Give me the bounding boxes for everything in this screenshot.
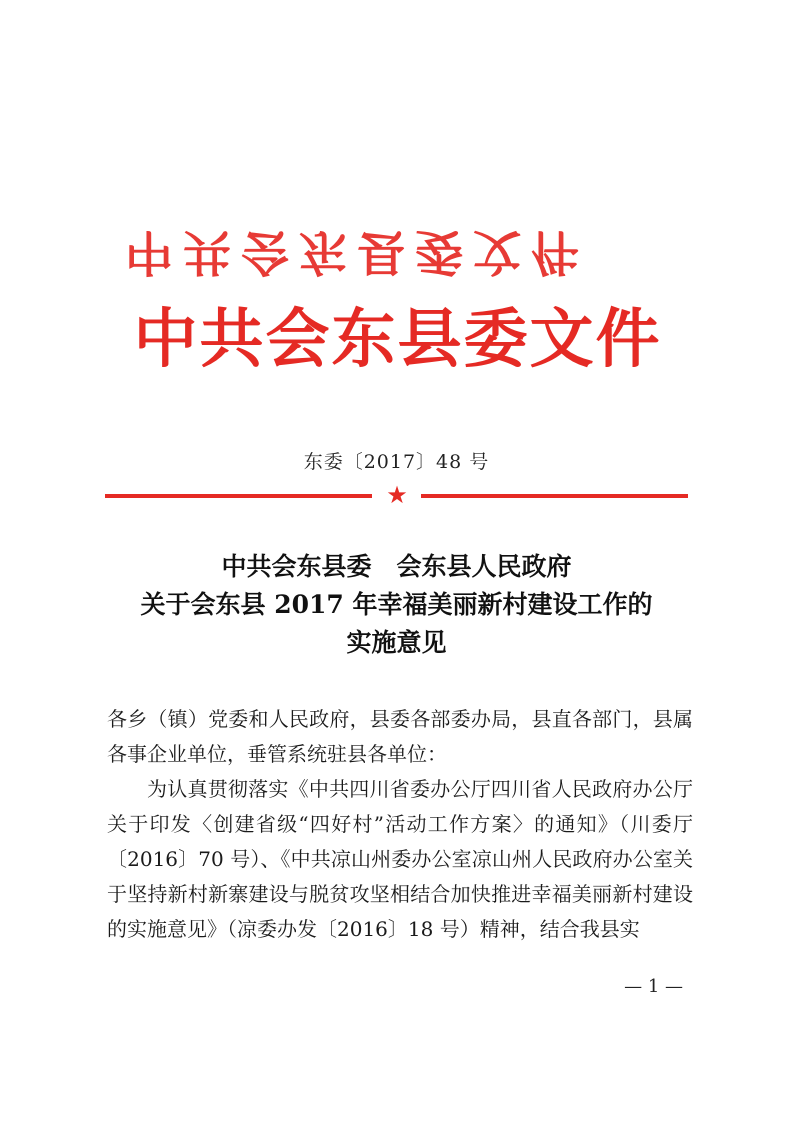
title-line-1: 中共会东县委 会东县人民政府 xyxy=(221,552,572,581)
divider-line-left xyxy=(105,494,372,498)
document-number: 东委〔2017〕48 号 xyxy=(303,451,490,473)
document-title xyxy=(0,548,793,662)
salutation: 各乡（镇）党委和人民政府，县委各部委办局，县直各部门，县属各事企业单位，垂管系统驻县各单位： xyxy=(107,707,693,766)
divider-line-right xyxy=(421,494,688,498)
mirrored-masthead-impression: 中共会东县委文件 xyxy=(125,224,590,280)
title-line-2: 关于会东县 2017 年幸福美丽新村建设工作的 xyxy=(140,590,653,619)
red-divider xyxy=(105,481,688,509)
document-body xyxy=(107,702,693,947)
body-paragraph: 为认真贯彻落实《中共四川省委办公厅四川省人民政府办公厅关于印发〈创建省级“四好村”活动工作方案〉的通知》（川委厅〔2016〕70 号）、《中共凉山州委办公室凉山州人民政府办公室关于坚持新村新寨建设与脱贫攻坚相结合加快推进幸福美丽新村建设的实施意见》（凉委办发〔2016〕18 号）精神，结合我县实 xyxy=(107,777,693,941)
title-line-3: 实施意见 xyxy=(346,628,447,657)
page-number: — 1 — xyxy=(624,976,683,997)
masthead-title: 中共会东县委文件 xyxy=(133,303,662,377)
star-icon: ★ xyxy=(386,481,408,509)
